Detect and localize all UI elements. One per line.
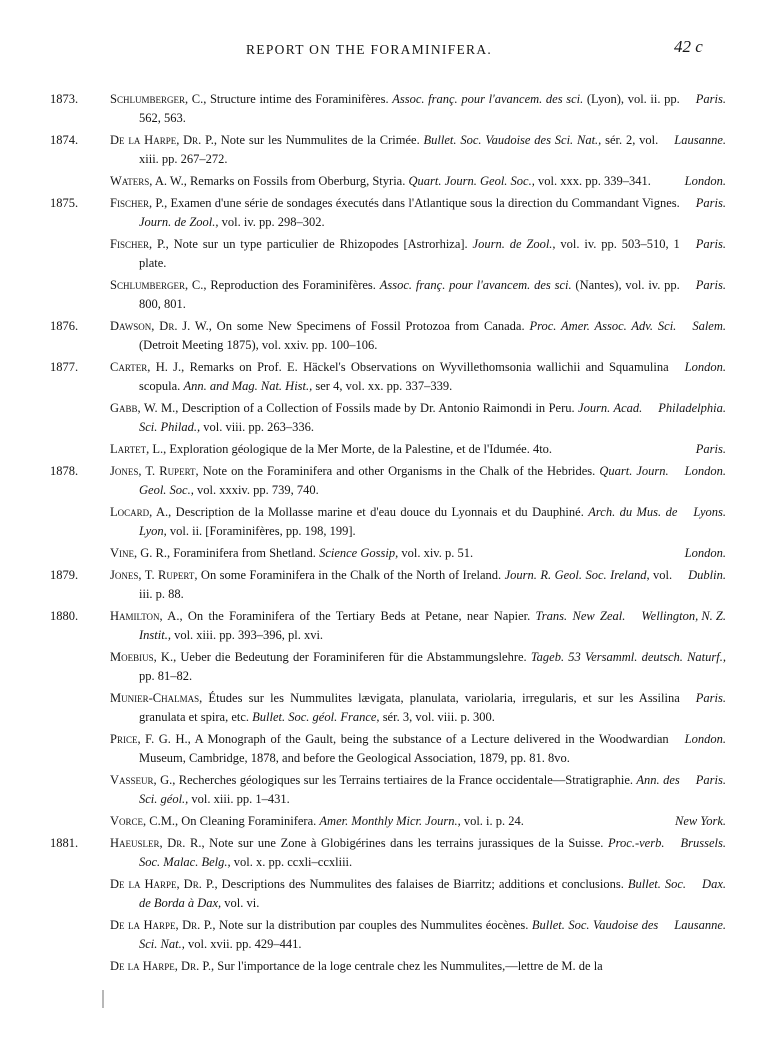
entry-title: Recherches géologiques sur les Terrains tertiaires de la France occidentale—Stratigraphie. (175, 773, 637, 787)
entry-title: On some New Specimens of Fossil Protozoa from Canada. (211, 319, 530, 333)
entry-journal: Quart. Journ. Geol. Soc., (408, 174, 535, 188)
bibliography-entry (50, 317, 726, 355)
page-number: 42 c (674, 37, 703, 56)
bibliography-entry (50, 875, 726, 913)
entry-details: vol. x. pp. ccxli–ccxliii. (230, 855, 353, 869)
entry-body (110, 834, 726, 872)
entry-body (110, 957, 726, 976)
entry-journal: Trans. New Zeal. Instit., (139, 609, 626, 642)
publication-place: Paris. (695, 691, 726, 705)
bibliography-entry (50, 916, 726, 954)
entry-body (110, 730, 726, 768)
bibliography-entry (50, 730, 726, 768)
entry-title: On some Foraminifera in the Chalk of the North of Ireland. (197, 568, 505, 582)
entry-details: vol. ii. [Foraminifères, pp. 198, 199]. (166, 524, 356, 538)
entry-body (110, 276, 726, 314)
entry-journal: Science Gossip, (319, 546, 399, 560)
publication-place: Paris. (695, 92, 726, 106)
entry-author: De la Harpe, Dr. P., (110, 133, 217, 147)
entry-title: Reproduction des Foraminifères. (206, 278, 380, 292)
entry-author: Jones, T. Rupert, (110, 568, 198, 582)
entry-title: Structure intime des Foraminifères. (206, 92, 393, 106)
publication-place: Dax. (702, 877, 726, 891)
entry-body (110, 90, 726, 128)
entry-journal: Journ. de Zool., (472, 237, 556, 251)
entry-author: Schlumberger, C., (110, 92, 207, 106)
entry-year: 1877. (50, 360, 79, 374)
entry-title: Sur l'importance de la loge centrale chez les Nummulites,—lettre de M. de la (214, 959, 603, 973)
entry-details: pp. 81–82. (139, 669, 193, 683)
entry-journal: Journ. Acad. Sci. Philad., (139, 401, 643, 434)
entry-details: vol. xxxiv. pp. 739, 740. (193, 483, 319, 497)
publication-place: Lausanne. (674, 918, 726, 932)
publication-place: Wellington, N. Z. (641, 609, 726, 623)
entry-author: De la Harpe, Dr. P., (110, 877, 218, 891)
entry-journal: Journ. R. Geol. Soc. Ireland, (504, 568, 650, 582)
entry-journal: Ann. des Sci. géol., (139, 773, 680, 806)
publication-place: London. (684, 732, 726, 746)
entry-author: Munier-Chalmas, (110, 691, 203, 705)
entry-title: Description of a Collection of Fossils made by Dr. Antonio Raimondi in Peru. (178, 401, 579, 415)
entry-journal: Proc. Amer. Assoc. Adv. Sci. (529, 319, 677, 333)
entry-details: vol. i. p. 24. (460, 814, 524, 828)
entry-details: ser 4, vol. xx. pp. 337–339. (312, 379, 453, 393)
entry-author: Moebius, K., (110, 650, 177, 664)
entry-year: 1874. (50, 133, 79, 147)
entry-year: 1876. (50, 319, 79, 333)
bibliography-entry (50, 399, 726, 437)
bibliography-entry (50, 503, 726, 541)
bibliography-list (50, 90, 726, 979)
entry-body (110, 317, 726, 355)
entry-journal: Assoc. franç. pour l'avancem. des sci. (379, 278, 572, 292)
publication-place: Lyons. (693, 505, 726, 519)
entry-author: Haeusler, Dr. R., (110, 836, 205, 850)
entry-body (110, 544, 726, 563)
entry-journal: Quart. Journ. Geol. Soc., (139, 464, 669, 497)
entry-journal: Bullet. Soc. géol. France, (252, 710, 380, 724)
page-header (0, 37, 776, 64)
entry-details: (Lyon), vol. ii. pp. 562, 563. (139, 92, 680, 125)
entry-title: Description de la Mollasse marine et d'eau douce du Lyonnais et du Dauphiné. (171, 505, 589, 519)
bibliography-entry (50, 544, 726, 563)
entry-journal: Bullet. Soc. Vaudoise des Sci. Nat., (139, 918, 659, 951)
entry-details: vol. vi. (221, 896, 260, 910)
entry-details: vol. viii. pp. 263–336. (200, 420, 315, 434)
entry-details: (Nantes), vol. iv. pp. 800, 801. (139, 278, 680, 311)
entry-author: De la Harpe, Dr. P., (110, 918, 216, 932)
entry-title: Ueber die Bedeutung der Foraminiferen für die Abstammungslehre. (176, 650, 531, 664)
publication-place: London. (684, 546, 726, 560)
publication-place: Dublin. (688, 568, 726, 582)
entry-details: vol. xiii. pp. 393–396, pl. xvi. (170, 628, 324, 642)
entry-journal: Bullet. Soc. Vaudoise des Sci. Nat., (423, 133, 602, 147)
entry-body (110, 194, 726, 232)
entry-title: Exploration géologique de la Mer Morte, de la Palestine, et de l'Idumée. 4to. (166, 442, 553, 456)
entry-journal: Ann. and Mag. Nat. Hist., (183, 379, 313, 393)
entry-title: On Cleaning Foraminifera. (178, 814, 320, 828)
entry-body (110, 771, 726, 809)
entry-author: Hamilton, A., (110, 609, 183, 623)
entry-details: (Detroit Meeting 1875), vol. xxiv. pp. 100–106. (139, 338, 378, 352)
entry-details: sér. 2, vol. xiii. pp. 267–272. (139, 133, 659, 166)
margin-mark (102, 990, 104, 1008)
entry-title: A Monograph of the Gault, being the substance of a Lecture delivered in the Woodwardian Museum, Cambridge, 1878, and before the Geological Association, 1879, pp. 81. 8vo. (139, 732, 669, 765)
bibliography-entry (50, 358, 726, 396)
entry-details: vol. xvii. pp. 429–441. (184, 937, 302, 951)
publication-place: Brussels. (680, 836, 726, 850)
entry-year: 1880. (50, 609, 79, 623)
entry-title: Note on the Foraminifera and other Organisms in the Chalk of the Hebrides. (198, 464, 600, 478)
entry-journal: Assoc. franç. pour l'avancem. des sci. (392, 92, 584, 106)
entry-author: Gabb, W. M., (110, 401, 179, 415)
entry-body (110, 235, 726, 273)
entry-details: vol. xiv. p. 51. (398, 546, 474, 560)
entry-body (110, 648, 726, 686)
entry-title: Note sur la distribution par couples des Nummulites éocènes. (215, 918, 532, 932)
entry-title: Foraminifera from Shetland. (170, 546, 320, 560)
entry-details: vol. iii. p. 88. (139, 568, 673, 601)
entry-author: Price, F. G. H., (110, 732, 191, 746)
entry-journal: Journ. de Zool., (139, 215, 219, 229)
entry-author: Jones, T. Rupert, (110, 464, 199, 478)
entry-body (110, 875, 726, 913)
entry-title: Études sur les Nummulites lævigata, planulata, variolaria, irregularis, et sur les Assilina granulata et spira, etc. (139, 691, 680, 724)
entry-author: Dawson, Dr. J. W., (110, 319, 212, 333)
entry-journal: Proc.-verb. Soc. Malac. Belg., (139, 836, 665, 869)
bibliography-entry (50, 172, 726, 191)
publication-place: Paris. (695, 278, 726, 292)
bibliography-entry (50, 194, 726, 232)
entry-details: vol. iv. pp. 298–302. (218, 215, 325, 229)
entry-author: Vine, G. R., (110, 546, 171, 560)
entry-journal: Bullet. Soc. de Borda à Dax, (139, 877, 687, 910)
bibliography-entry (50, 235, 726, 273)
bibliography-entry (50, 131, 726, 169)
entry-title: Note sur une Zone à Globigérines dans les terrains jurassiques de la Suisse. (204, 836, 609, 850)
bibliography-entry (50, 440, 726, 459)
bibliography-entry (50, 689, 726, 727)
running-title: REPORT ON THE FORAMINIFERA. (246, 42, 493, 57)
entry-title: On the Foraminifera of the Tertiary Beds at Petane, near Napier. (182, 609, 536, 623)
bibliography-entry (50, 462, 726, 500)
entry-year: 1878. (50, 464, 79, 478)
publication-place: New York. (675, 814, 726, 828)
entry-title: Note sur les Nummulites de la Crimée. (216, 133, 424, 147)
publication-place: Lausanne. (674, 133, 726, 147)
entry-body (110, 916, 726, 954)
bibliography-entry (50, 90, 726, 128)
entry-year: 1873. (50, 92, 79, 106)
entry-details: sér. 3, vol. viii. p. 300. (379, 710, 495, 724)
entry-author: Waters, A. W., (110, 174, 187, 188)
entry-year: 1881. (50, 836, 79, 850)
entry-year: 1875. (50, 196, 79, 210)
entry-author: Schlumberger, C., (110, 278, 207, 292)
publication-place: Paris. (695, 773, 726, 787)
entry-body (110, 440, 726, 459)
entry-body (110, 358, 726, 396)
bibliography-entry (50, 834, 726, 872)
entry-body (110, 172, 726, 191)
entry-author: Fischer, P., (110, 237, 169, 251)
entry-body (110, 503, 726, 541)
publication-place: Paris. (695, 196, 726, 210)
bibliography-entry (50, 566, 726, 604)
publication-place: Philadelphia. (658, 401, 726, 415)
entry-author: Vorce, C.M., (110, 814, 179, 828)
entry-body (110, 566, 726, 604)
entry-author: Carter, H. J., (110, 360, 185, 374)
entry-journal: Tageb. 53 Versamml. deutsch. Naturf., (530, 650, 726, 664)
bibliography-entry (50, 957, 726, 976)
entry-details: vol. iv. pp. 503–510, 1 plate. (139, 237, 680, 270)
bibliography-entry (50, 607, 726, 645)
entry-author: Vasseur, G., (110, 773, 176, 787)
entry-body (110, 689, 726, 727)
entry-year: 1879. (50, 568, 79, 582)
entry-journal: Arch. du Mus. de Lyon, (139, 505, 678, 538)
entry-body (110, 812, 726, 831)
bibliography-entry (50, 648, 726, 686)
entry-title: Remarks on Fossils from Oberburg, Styria. (186, 174, 409, 188)
publication-place: London. (684, 464, 726, 478)
publication-place: London. (684, 360, 726, 374)
bibliography-entry (50, 276, 726, 314)
bibliography-entry (50, 812, 726, 831)
entry-author: Locard, A., (110, 505, 172, 519)
publication-place: Salem. (692, 319, 726, 333)
entry-body (110, 399, 726, 437)
entry-details: vol. xxx. pp. 339–341. (534, 174, 651, 188)
entry-details: vol. xiii. pp. 1–431. (188, 792, 290, 806)
entry-body (110, 131, 726, 169)
entry-author: Fischer, P., (110, 196, 168, 210)
publication-place: Paris. (695, 237, 726, 251)
entry-title: Descriptions des Nummulites des falaises de Biarritz; additions et conclusions. (217, 877, 628, 891)
entry-body (110, 462, 726, 500)
publication-place: Paris. (695, 442, 726, 456)
entry-title: Note sur un type particulier de Rhizopodes [Astrorhiza]. (168, 237, 473, 251)
publication-place: London. (684, 174, 726, 188)
entry-author: De la Harpe, Dr. P., (110, 959, 215, 973)
entry-body (110, 607, 726, 645)
bibliography-entry (50, 771, 726, 809)
entry-journal: Amer. Monthly Micr. Journ., (319, 814, 461, 828)
entry-title: Remarks on Prof. E. Häckel's Observations on Wyvillethomsonia wallichii and Squamulina scopula. (139, 360, 669, 393)
entry-author: Lartet, L., (110, 442, 167, 456)
entry-title: Examen d'une série de sondages éxecutés dans l'Atlantique sous la direction du Commandant Vignes. (167, 196, 680, 210)
